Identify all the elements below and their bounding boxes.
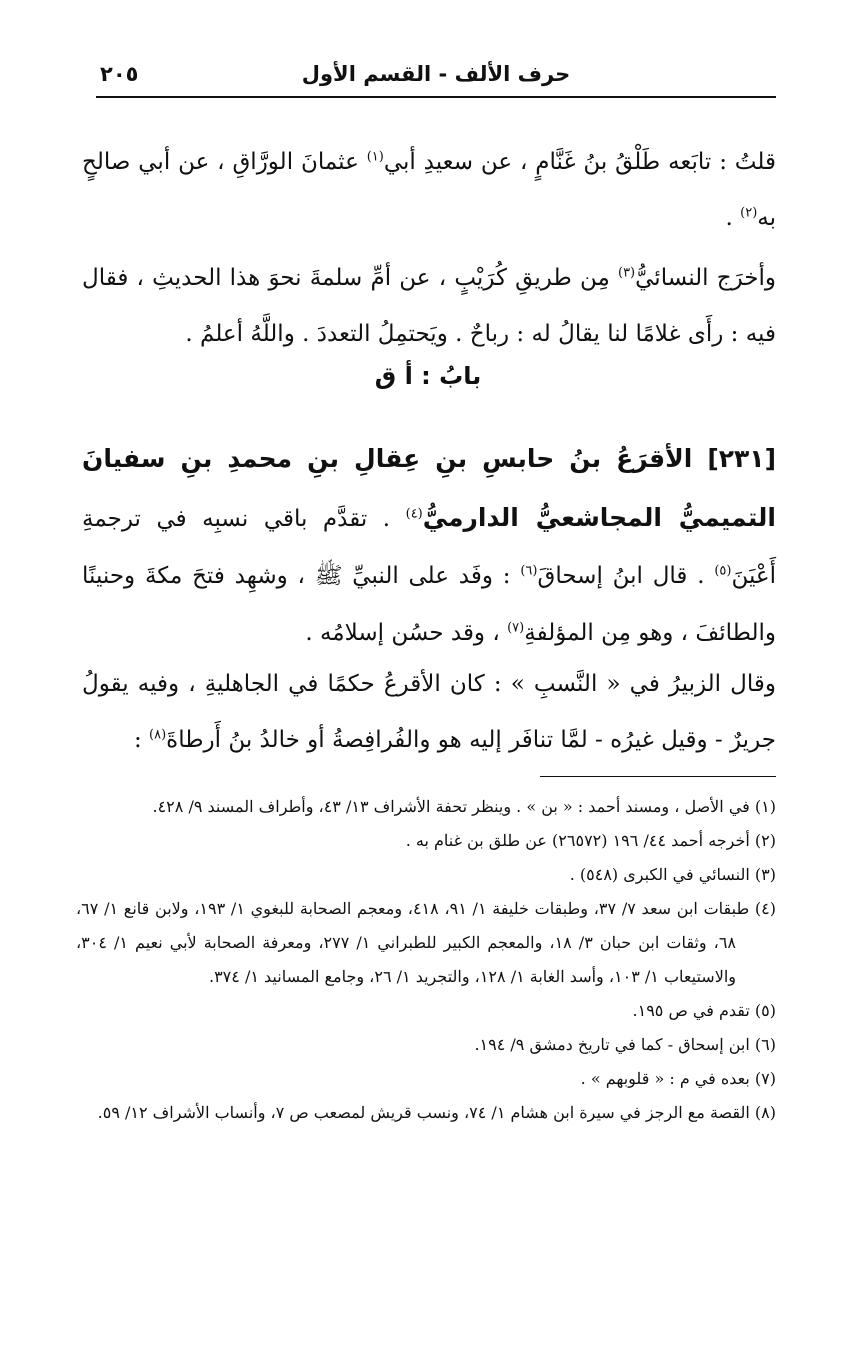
footnote-2: (٢) أخرجه أحمد ٤٤/ ١٩٦ (٢٦٥٧٢) عن طلق بن غنام به . (405, 831, 776, 850)
entry-231 (82, 430, 776, 662)
entry-text-b: . قال ابنُ إسحاقَ (537, 563, 705, 589)
footnote-ref-3: (٣) (617, 265, 636, 281)
footnote-ref-2: (٢) (740, 205, 758, 221)
page-number: ٢٠٥ (100, 62, 139, 86)
paragraph-1-text-c: . (725, 205, 733, 231)
footnote-1: (١) في الأصل ، ومسند أحمد : « بن » . وينظر تحفة الأشراف ١٣/ ٤٣، وأطراف المسند ٩/ ٤٢٨. (152, 797, 776, 816)
footnote-4: (٤) طبقات ابن سعد ٧/ ٣٧، وطبقات خليفة ١/ ٩١، ٤١٨، ومعجم الصحابة للبغوي ١/ ١٩٣، ولابن قانع ١/ ٦٧، ٦٨، وثقات ابن حبان ٣/ ١٨، والمعجم الكبير للطبراني ١/ ٢٧٧، ومعرفة الصحابة لأبي نعيم ١/ ٣٠٤، والاستيعاب ١/ ١٠٣، وأسد الغابة ١/ ١٢٨، والتجريد ١/ ٢٦، وجامع المسانيد ١/ ٣٧٤. (76, 899, 777, 986)
entry-lead: [٢٣١] الأقرَعُ بنُ حابسِ بنِ عِقالِ بنِ محمدِ بنِ سفيانَ التميميُّ المجاشعيُّ الدارميُّ (82, 444, 776, 532)
paragraph-2-text-b: مِن طريقِ كُرَيْبٍ ، عن أمِّ سلمةَ نحوَ هذا الحديثِ ، فقال فيه : رأَى غلامًا لنا يقالُ له : رباحٌ . ويَحتمِلُ التعددَ . واللَّهُ أعلمُ . (82, 265, 776, 347)
entry-text-d: ، وقد حسُن إسلامُه . (305, 620, 500, 646)
section-heading: بابُ : أ ق (374, 362, 482, 390)
footnote-8: (٨) القصة مع الرجز في سيرة ابن هشام ١/ ٧٤، ونسب قريش لمصعب ص ٧، وأنساب الأشراف ١٢/ ٥٩. (97, 1103, 776, 1122)
paragraph-1-text-b: عثمانَ الورَّاقِ ، عن أبي صالحٍ به (82, 149, 776, 231)
footnote-ref-6: (٦) (520, 563, 538, 579)
paragraph-1-text: قلتُ : تابَعه طَلْقُ بنُ غَنَّامٍ ، عن سعيدِ أبي (383, 149, 777, 175)
footnote-ref-4: (٤) (405, 506, 423, 522)
running-header (96, 58, 776, 98)
entry-text-a: . تقدَّم باقي نسبِه في ترجمةِ أَعْيَنَ (82, 506, 777, 589)
footnote-ref-7: (٧) (507, 620, 525, 636)
footnote-ref-1: (١) (366, 149, 384, 165)
paragraph-2 (82, 250, 776, 362)
footnote-7: (٧) بعده في م : « قلوبهم » . (580, 1069, 776, 1088)
header-title: حرف الألف - القسم الأول (301, 62, 571, 86)
paragraph-4-text: وقال الزبيرُ في « النَّسبِ » : كان الأقرعُ حكمًا في الجاهليةِ ، وفيه يقولُ جريرٌ - وقيل غيرُه - لمَّا تنافَر إليه هو والفُرافِصةُ أو خالدُ بنُ أَرطاةَ (82, 671, 776, 753)
footnote-ref-8: (٨) (149, 727, 167, 743)
entry-text-c: : وفَد على النبيِّ ﷺ ، وشهِد فتحَ مكةَ وحنينًا والطائفَ ، وهو مِن المؤلفةِ (82, 563, 776, 646)
footnote-separator (540, 776, 776, 777)
footnote-3: (٣) النسائي في الكبرى (٥٤٨) . (569, 865, 776, 884)
paragraph-4 (82, 656, 776, 768)
paragraph-2-text: وأخرَج النسائيُّ (635, 265, 777, 291)
footnote-ref-5: (٥) (714, 563, 732, 579)
footnote-5: (٥) تقدم في ص ١٩٥. (632, 1001, 776, 1020)
paragraph-1 (82, 134, 776, 246)
footnote-6: (٦) ابن إسحاق - كما في تاريخ دمشق ٩/ ١٩٤. (474, 1035, 776, 1054)
paragraph-4-text-b: : (133, 727, 142, 753)
footnotes (76, 790, 776, 1130)
